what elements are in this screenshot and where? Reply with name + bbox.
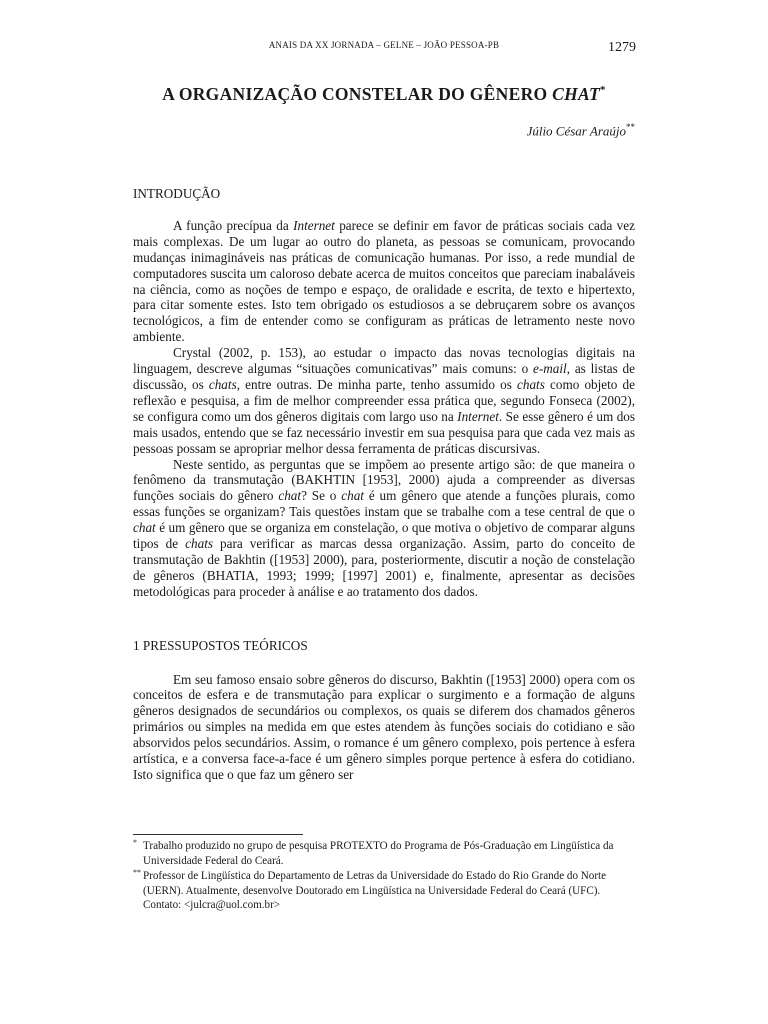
italic-run: chat — [278, 488, 302, 504]
running-head: ANAIS DA XX JORNADA – GELNE – JOÃO PESSOA-PB — [268, 40, 500, 50]
footnote-rule — [133, 834, 303, 835]
text-run: é um gênero que atende a funções plurais, como essas funções se organizam? Tais questões instam que se trabalhe com a tese central de que o — [133, 488, 635, 520]
title-italic-word: CHAT — [552, 84, 600, 104]
author-name: Júlio César Araújo — [526, 123, 626, 139]
italic-run: chats — [208, 376, 237, 392]
italic-run: chats — [185, 536, 213, 552]
italic-run: Internet — [293, 217, 335, 233]
body-text — [133, 186, 635, 783]
section-1-heading: 1 PRESSUPOSTOS TEÓRICOS — [133, 637, 308, 653]
footnote-mark: * — [133, 838, 137, 847]
footnote-text: Professor de Lingüística do Departamento de Letras da Universidade do Estado do Rio Grande do Norte (UERN). Atualmente, desenvolve Doutorado em Lingüística na Universidade Federal do Ceará (UFC). Contato: <julcra@uol.com.br> — [143, 870, 607, 912]
paragraph-1 — [133, 218, 635, 345]
paragraph-2 — [133, 345, 635, 456]
text-run: Crystal (2002, p. 153), ao estudar o impacto das novas tecnologias digitais na linguagem, descreve algumas “situações comunicativas” mais comuns: o — [133, 345, 635, 377]
footnotes — [133, 839, 635, 914]
text-run: como objeto de reflexão e pesquisa, a fim de melhor compreender essa prática que, segundo Fonseca (2002), se configura como um dos gêneros digitais com largo uso na — [133, 376, 635, 424]
page-number: 1279 — [608, 40, 636, 55]
italic-run: chats — [517, 376, 545, 392]
text-run: Neste sentido, as perguntas que se impõem ao presente artigo são: de que maneira o fenômeno da transmutação (BAKHTIN [1953], 2000) ajuda a compreender as diversas funções sociais do gênero — [133, 456, 635, 504]
text-run: , as listas de discussão, os — [133, 361, 635, 392]
footnote-text: Trabalho produzido no grupo de pesquisa PROTEXTO do Programa de Pós-Graduação em Lingüística da Universidade Federal do Ceará. — [143, 840, 614, 867]
title-footnote-mark: * — [599, 84, 606, 97]
italic-run: Internet — [457, 408, 499, 424]
paper-title — [133, 84, 635, 105]
italic-run: chat — [341, 488, 364, 504]
text-run: é um gênero que se organiza em constelação, o que motiva o objetivo de comparar alguns tipos de — [133, 520, 635, 552]
title-text: A ORGANIZAÇÃO CONSTELAR DO GÊNERO — [162, 84, 553, 104]
text-run: . Se esse gênero é um dos mais usados, entendo que se faz necessário investir em sua pesquisa para que cada vez mais as pessoas possam se apropriar melhor dessa ferramenta de práticas discursivas. — [133, 408, 636, 456]
text-run: , entre outras. De minha parte, tenho assumido os — [236, 376, 518, 392]
footnote-2 — [133, 869, 635, 913]
footnote-mark: ** — [133, 868, 141, 878]
italic-run: e-mail — [533, 361, 567, 377]
intro-heading: INTRODUÇÃO — [133, 186, 221, 201]
text-run: ? Se o — [301, 488, 342, 504]
paragraph-4: Em seu famoso ensaio sobre gêneros do discurso, Bakhtin ([1953] 2000) opera com os conceitos de esfera e de transmutação para explicar o surgimento e a formação de alguns gêneros designados de secundários ou complexos, os quais se diferem dos chamados gêneros primários ou simples na medida em que estes atendem às funções sociais do cotidiano e são absorvidos pelos secundários. Assim, o romance é um gênero complexo, pois pertence à esfera artística, e a conversa face-a-face é um gênero simples porque pertence à esfera do cotidiano. Isto significa que o que faz um gênero ser — [133, 671, 635, 782]
paragraph-3 — [133, 457, 635, 600]
italic-run: chat — [133, 520, 156, 536]
text-run: parece se definir em favor de práticas sociais cada vez mais complexas. De um lugar ao outro do planeta, as pessoas se comunicam, provocando mudanças inimagináveis nas práticas de comunicação humanas. Por isso, a rede mundial de computadores suscita um caloroso debate acerca de muitos conceitos que pareciam inabaláveis na ciência, como as noções de tempo e espaço, de oralidade e escrita, de texto e hipertexto, para citar somente estes. Isto tem obrigado os estudiosos a se debruçarem sobre os avanços tecnológicos, a fim de entender como se configuram as práticas de letramento neste novo ambiente. — [133, 217, 635, 345]
author-footnote-mark: ** — [626, 122, 635, 132]
author-line — [527, 122, 635, 139]
footnote-1 — [133, 839, 635, 868]
text-run: para verificar as marcas dessa organização. Assim, parto do conceito de transmutação de Bakhtin ([1953] 2000), para, posteriormente, discutir a noção de constelação de gêneros (BHATIA, 1993; 1999; [1997] 2001) e, finalmente, apresentar as decisões metodológicas para proceder à análise e ao tratamento dos dados. — [133, 536, 635, 599]
text-run: A função precípua da — [173, 217, 294, 233]
